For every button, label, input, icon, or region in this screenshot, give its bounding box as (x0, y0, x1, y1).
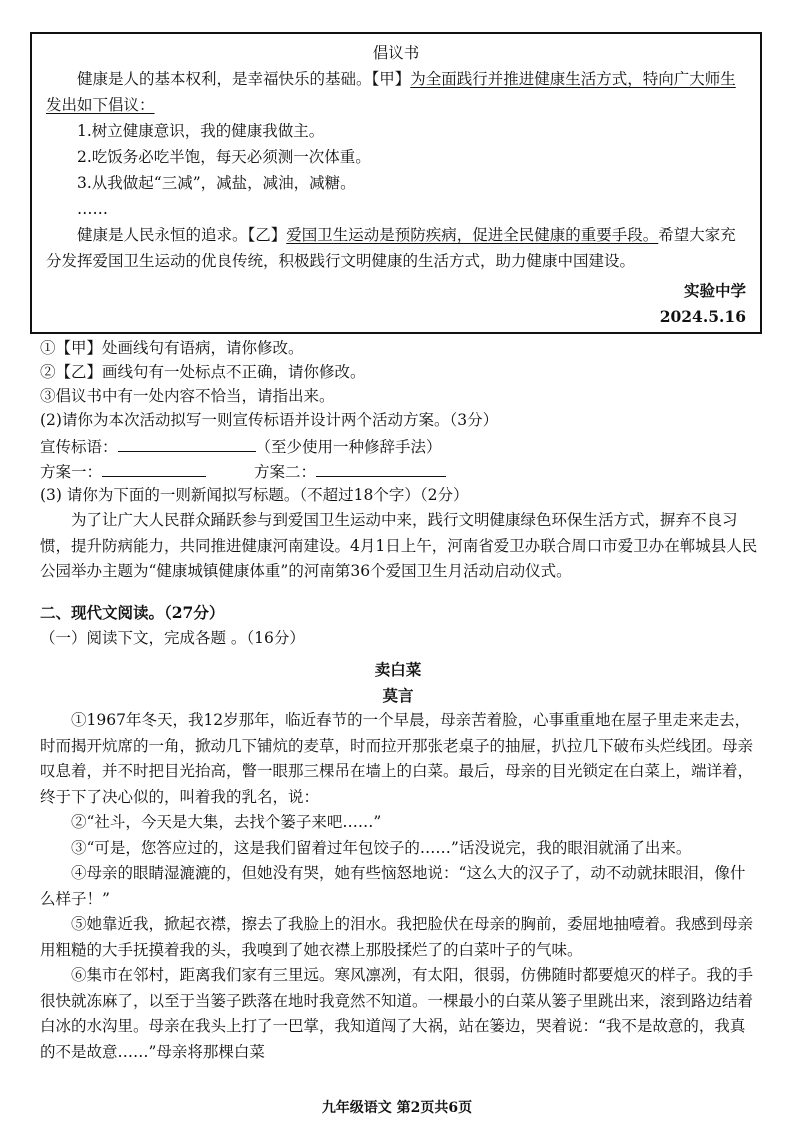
proposal-ellipsis: …… (77, 200, 108, 218)
proposal-signature: 实验中学 (683, 281, 746, 300)
proposal-box (30, 32, 762, 334)
article-author: 莫言 (382, 685, 414, 705)
proposal-title: 倡议书 (372, 44, 420, 62)
proposal-date: 2024.5.16 (659, 307, 746, 326)
reading-section (40, 600, 756, 1065)
slogan-hint: （至少使用一种修辞手法） (255, 438, 442, 456)
para1-text: 健康是人的基本权利，是幸福快乐的基础。【甲】 (77, 70, 411, 88)
question-1: ①【甲】处画线句有语病，请你修改。 (40, 339, 304, 357)
question-2: ②【乙】画线句有一处标点不正确，请你修改。 (40, 363, 366, 381)
proposal-item-3: 3.从我做起“三减”，减盐，减油，减糖。 (77, 174, 356, 192)
question-3: ③倡议书中有一处内容不恰当，请指出来。 (40, 387, 335, 405)
article-paragraph: ⑥集市在邻村，距离我们家有三里远。寒风凛冽，有太阳，很弱，仿佛随时都要熄灭的样子。我的手很快就冻麻了，以至于当篓子跌落在地时我竟然不知道。一棵最小的白菜从篓子里跳出来，滚到路边结着白冰的水沟里。母亲在我头上打了一巴掌，我知道闯了大祸，站在篓边，哭着说：“我不是故意的，我真的不是故意……”母亲将那棵白菜 (40, 966, 754, 1061)
article-paragraph: ①1967年冬天，我12岁那年，临近春节的一个早晨，母亲苦着脸，心事重重地在屋子里走来走去，时而揭开炕席的一角，掀动几下铺炕的麦草，时而拉开那张老桌子的抽屉，扒拉几下破布头烂线团。母亲叹息着，并不时把目光抬高，瞥一眼那三棵吊在墙上的白菜。最后，母亲的目光锁定在白菜上，端详着，终于下了决心似的，叫着我的乳名，说： (40, 711, 754, 806)
article-paragraph: ④母亲的眼睛湿漉漉的，但她没有哭，她有些恼怒地说：“这么大的汉子了，动不动就抹眼泪，像什么样子！” (40, 864, 746, 908)
section-sub: （一）阅读下文，完成各题 。（16分） (40, 628, 305, 647)
question-5: (3) 请你为下面的一则新闻拟写标题。（不超过18个字）（2分） (40, 486, 469, 504)
sentence-yi: 爱国卫生运动是预防疾病，促进全民健康的重要手段。 (286, 226, 659, 244)
plan-row (40, 458, 760, 484)
proposal-para-2 (46, 222, 746, 274)
slogan-blank[interactable] (118, 433, 256, 452)
proposal-item-2: 2.吃饭务必吃半饱，每天必须测一次体重。 (77, 148, 371, 166)
sentence-jia: 为全面践行并推进健康生活方式，特向广大师生发出如下倡议： (46, 70, 736, 114)
para2-text: 健康是人民永恒的追求。【乙】 (77, 226, 287, 244)
page-footer: 九年级语文 第2页共6页 (321, 1100, 473, 1116)
article-paragraph: ②“社斗，今天是大集，去找个篓子来吧……” (71, 813, 382, 831)
plan1-blank[interactable] (102, 458, 206, 477)
slogan-label: 宣传标语： (40, 438, 118, 456)
proposal-item-1: 1.树立健康意识，我的健康我做主。 (77, 122, 325, 140)
article-title: 卖白菜 (374, 660, 422, 679)
article-paragraph: ③“可是，您答应过的，这是我们留着过年包饺子的……”话没说完，我的眼泪就涌了出来。 (71, 838, 692, 857)
news-paragraph: 为了让广大人民群众踊跃参与到爱国卫生运动中来，践行文明健康绿色环保生活方式，摒弃不良习惯，提升防病能力，共同推进健康河南建设。4月1日上午，河南省爱卫办联合周口市爱卫办在郸城县人民公园举办主题为“健康城镇健康体重”的河南第36个爱国卫生月活动启动仪式。 (40, 511, 758, 580)
plan2-blank[interactable] (316, 458, 446, 477)
proposal-para-1 (46, 66, 746, 118)
slogan-row (40, 433, 760, 459)
question-4: (2)请你为本次活动拟写一则宣传标语并设计两个活动方案。（3分） (40, 411, 499, 429)
section-heading: 二、现代文阅读。（27分） (40, 603, 225, 622)
para2-rest: 希望大家充分发挥爱国卫生运动的优良传统，积极践行文明健康的生活方式，助力健康中国建设。 (46, 226, 736, 270)
plan1-label: 方案一： (40, 463, 103, 481)
plan2-label: 方案二： (254, 463, 317, 481)
article-paragraph: ⑤她靠近我，掀起衣襟，擦去了我脸上的泪水。我把脸伏在母亲的胸前，委屈地抽噎着。我感到母亲用粗糙的大手抚摸着我的头，我嗅到了她衣襟上那股揉烂了的白菜叶子的气味。 (40, 915, 754, 959)
